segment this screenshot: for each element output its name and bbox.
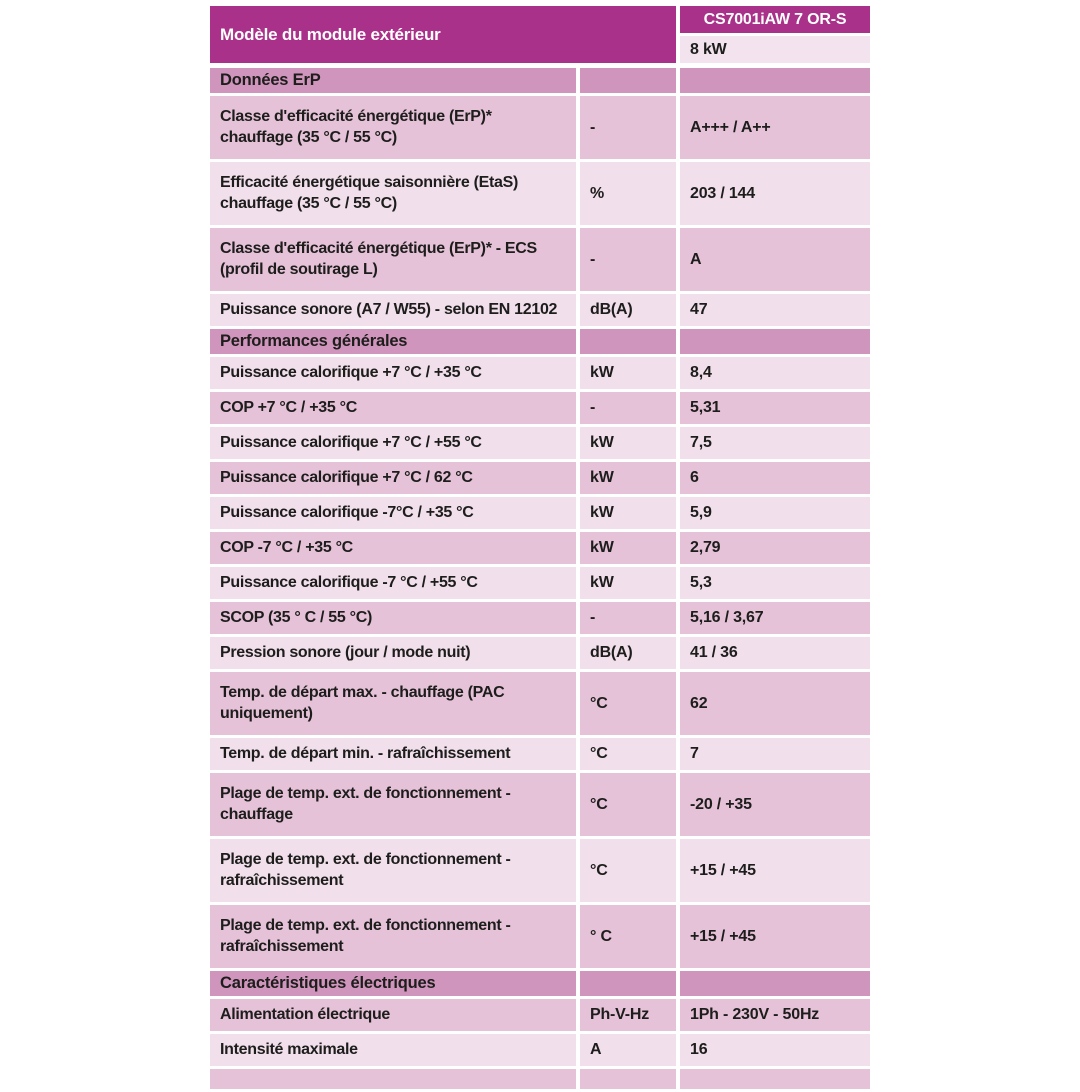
spec-value: 62	[690, 694, 708, 712]
spec-value-cell	[680, 567, 870, 599]
model-column-header	[680, 6, 870, 63]
spec-label	[220, 573, 478, 594]
spec-row	[210, 497, 870, 529]
section-title: Performances générales	[220, 332, 408, 350]
spec-label	[220, 643, 470, 664]
spec-label	[220, 398, 357, 419]
spec-unit-cell	[580, 1034, 676, 1066]
spec-label-line: Pression sonore (jour / mode nuit)	[220, 643, 471, 661]
model-label: Modèle du module extérieur	[220, 24, 441, 44]
spec-label-line: chauffage	[220, 805, 293, 823]
spec-value: A	[690, 250, 702, 268]
spec-unit-cell	[580, 773, 676, 836]
spec-label-line: Puissance calorifique -7°C / +35 °C	[220, 503, 474, 521]
spec-label-cell	[210, 999, 576, 1031]
spec-label	[220, 916, 511, 958]
table-body	[210, 68, 870, 1089]
spec-unit: kW	[590, 504, 614, 521]
spec-unit: -	[590, 609, 596, 626]
spec-unit: °C	[590, 694, 608, 712]
spec-label	[220, 850, 511, 892]
spec-value-cell	[680, 294, 870, 326]
spec-row	[210, 773, 870, 836]
spec-label-line: rafraîchissement	[220, 937, 344, 955]
model-power: 8 kW	[690, 40, 727, 58]
spec-label-line: Puissance calorifique +7 °C / +35 °C	[220, 363, 482, 381]
spec-label-cell	[210, 228, 576, 291]
spec-value-cell	[680, 462, 870, 494]
spec-unit-cell	[580, 532, 676, 564]
spec-unit: kW	[590, 574, 614, 591]
spec-unit: kW	[590, 469, 614, 486]
section-value-cell	[680, 971, 870, 996]
spec-label-line: COP +7 °C / +35 °C	[220, 398, 357, 416]
spec-value: 203 / 144	[690, 184, 755, 202]
spec-unit: °C	[590, 861, 608, 879]
section-title-cell	[210, 329, 576, 354]
spec-row	[210, 602, 870, 634]
spec-value-cell	[680, 96, 870, 159]
spec-label-line: Alimentation électrique	[220, 1005, 391, 1023]
spec-label-line: SCOP (35 ° C / 55 °C)	[220, 608, 373, 626]
spec-label-cell	[210, 532, 576, 564]
spec-unit-cell	[580, 96, 676, 159]
spec-label-cell	[210, 462, 576, 494]
spec-label-line: COP -7 °C / +35 °C	[220, 538, 353, 556]
spec-unit-cell	[580, 738, 676, 770]
spec-unit: A	[590, 1041, 602, 1058]
model-label-cell	[210, 6, 676, 63]
spec-unit-cell	[580, 228, 676, 291]
spec-label-line: Temp. de départ min. - rafraîchissement	[220, 744, 511, 762]
model-power-cell	[680, 36, 870, 63]
spec-unit-cell	[580, 497, 676, 529]
spec-value: 47	[690, 301, 708, 318]
spec-row	[210, 162, 870, 225]
spec-label-line: Puissance sonore (A7 / W55) - selon EN 12102	[220, 300, 558, 318]
spec-label-line: Temp. de départ max. - chauffage (PAC	[220, 683, 505, 701]
spec-label-line: Classe d'efficacité énergétique (ErP)* - ECS	[220, 239, 537, 257]
spec-value-cell	[680, 497, 870, 529]
spec-label-line: uniquement)	[220, 704, 313, 722]
spec-value: 7,5	[690, 434, 712, 451]
spec-row	[210, 738, 870, 770]
spec-value-cell	[680, 427, 870, 459]
spec-value: +15 / +45	[690, 861, 756, 879]
spec-unit: -	[590, 250, 596, 268]
spec-row	[210, 96, 870, 159]
spec-value-cell	[680, 392, 870, 424]
spec-value-cell	[680, 162, 870, 225]
section-header-row	[210, 68, 870, 93]
spec-unit-cell	[580, 427, 676, 459]
spec-row	[210, 672, 870, 735]
spec-unit-cell	[580, 999, 676, 1031]
spec-unit: -	[590, 118, 596, 136]
spec-label	[220, 173, 518, 215]
spec-value: 5,3	[690, 574, 712, 591]
spec-unit-cell	[580, 462, 676, 494]
spec-unit: Ph-V-Hz	[590, 1006, 650, 1023]
spec-row	[210, 637, 870, 669]
spec-label-line: Puissance calorifique -7 °C / +55 °C	[220, 573, 478, 591]
spec-value-cell	[680, 357, 870, 389]
spec-unit: %	[590, 184, 605, 202]
spec-label	[220, 608, 372, 629]
spec-unit-cell	[580, 567, 676, 599]
spec-value: A+++ / A++	[690, 118, 771, 136]
spec-unit-cell	[580, 672, 676, 735]
spec-label-line: rafraîchissement	[220, 871, 344, 889]
spec-unit: °C	[590, 745, 608, 762]
spec-label-line: Efficacité énergétique saisonnière (EtaS)	[220, 173, 519, 191]
spec-label	[220, 538, 353, 559]
spec-label	[220, 433, 482, 454]
spec-label-line: chauffage (35 °C / 55 °C)	[220, 128, 397, 146]
spec-unit: dB(A)	[590, 301, 633, 318]
section-value-cell	[680, 329, 870, 354]
spec-label	[220, 300, 557, 321]
spec-label	[220, 239, 537, 281]
spec-label	[220, 468, 473, 489]
spec-label-cell	[210, 905, 576, 968]
spec-label-line: Plage de temp. ext. de fonctionnement -	[220, 850, 511, 868]
spec-label-cell	[210, 294, 576, 326]
table-header	[210, 6, 870, 63]
spec-value-cell	[680, 773, 870, 836]
spec-row	[210, 532, 870, 564]
spec-value: +15 / +45	[690, 927, 756, 945]
section-title: Données ErP	[220, 71, 321, 89]
spec-label	[220, 784, 511, 826]
spec-unit-cell	[580, 637, 676, 669]
spec-row	[210, 839, 870, 902]
partial-row	[210, 1069, 870, 1089]
spec-unit: kW	[590, 539, 614, 556]
section-header-row	[210, 971, 870, 996]
spec-label	[220, 107, 492, 149]
spec-row	[210, 392, 870, 424]
section-value-cell	[680, 68, 870, 93]
section-unit-cell	[580, 68, 676, 93]
spec-value: 41 / 36	[690, 644, 738, 661]
spec-label-line: chauffage (35 °C / 55 °C)	[220, 194, 397, 212]
spec-label-cell	[210, 602, 576, 634]
spec-value: 5,16 / 3,67	[690, 609, 764, 626]
spec-unit-cell	[580, 602, 676, 634]
spec-label-line: Plage de temp. ext. de fonctionnement -	[220, 784, 511, 802]
spec-label-line: Puissance calorifique +7 °C / +55 °C	[220, 433, 482, 451]
spec-label-cell	[210, 839, 576, 902]
spec-label-line: Intensité maximale	[220, 1040, 358, 1058]
spec-row	[210, 462, 870, 494]
spec-label-line: (profil de soutirage L)	[220, 260, 378, 278]
spec-unit-cell	[580, 357, 676, 389]
spec-label-line: Plage de temp. ext. de fonctionnement -	[220, 916, 511, 934]
spec-unit: °C	[590, 795, 608, 813]
spec-value: 8,4	[690, 364, 712, 381]
model-name-cell	[680, 6, 870, 33]
spec-label-line: Classe d'efficacité énergétique (ErP)*	[220, 107, 492, 125]
spec-value: 1Ph - 230V - 50Hz	[690, 1006, 820, 1023]
spec-row	[210, 294, 870, 326]
spec-label-cell	[210, 1034, 576, 1066]
spec-value-cell	[680, 532, 870, 564]
spec-label-cell	[210, 392, 576, 424]
spec-label-cell	[210, 96, 576, 159]
spec-label-cell	[210, 567, 576, 599]
spec-value-cell	[680, 602, 870, 634]
spec-value: 7	[690, 745, 699, 762]
model-name: CS7001iAW 7 OR-S	[703, 10, 847, 28]
spec-value-cell	[680, 738, 870, 770]
spec-label-cell	[210, 637, 576, 669]
section-title-cell	[210, 971, 576, 996]
spec-value-cell	[680, 1034, 870, 1066]
spec-label-cell	[210, 672, 576, 735]
partial-unit-cell	[580, 1069, 676, 1089]
spec-label-cell	[210, 773, 576, 836]
spec-table	[210, 6, 870, 1092]
section-unit-cell	[580, 971, 676, 996]
spec-unit: ° C	[590, 927, 612, 945]
spec-unit-cell	[580, 839, 676, 902]
spec-value-cell	[680, 228, 870, 291]
spec-label	[220, 683, 504, 725]
spec-unit-cell	[580, 162, 676, 225]
spec-label-line: Puissance calorifique +7 °C / 62 °C	[220, 468, 473, 486]
spec-label	[220, 503, 474, 524]
spec-unit-cell	[580, 905, 676, 968]
spec-label-cell	[210, 738, 576, 770]
spec-unit: dB(A)	[590, 644, 633, 661]
spec-value-cell	[680, 637, 870, 669]
spec-value: 2,79	[690, 539, 721, 556]
spec-value-cell	[680, 999, 870, 1031]
spec-row	[210, 228, 870, 291]
spec-value-cell	[680, 672, 870, 735]
spec-unit: -	[590, 399, 596, 416]
spec-row	[210, 905, 870, 968]
section-header-row	[210, 329, 870, 354]
spec-value: 5,9	[690, 504, 712, 521]
spec-label	[220, 1040, 358, 1061]
spec-unit-cell	[580, 392, 676, 424]
spec-label	[220, 363, 482, 384]
spec-label-cell	[210, 497, 576, 529]
spec-label-cell	[210, 427, 576, 459]
spec-value-cell	[680, 905, 870, 968]
spec-unit: kW	[590, 364, 614, 381]
spec-label	[220, 1005, 390, 1026]
spec-label-cell	[210, 162, 576, 225]
spec-row	[210, 357, 870, 389]
spec-unit: kW	[590, 434, 614, 451]
spec-unit-cell	[580, 294, 676, 326]
spec-label	[220, 744, 510, 765]
spec-row	[210, 427, 870, 459]
spec-value: -20 / +35	[690, 795, 752, 813]
section-title: Caractéristiques électriques	[220, 974, 436, 992]
spec-value: 6	[690, 469, 699, 486]
partial-label-cell	[210, 1069, 576, 1089]
spec-value-cell	[680, 839, 870, 902]
spec-row	[210, 567, 870, 599]
partial-value-cell	[680, 1069, 870, 1089]
section-unit-cell	[580, 329, 676, 354]
spec-value: 5,31	[690, 399, 721, 416]
spec-row	[210, 999, 870, 1031]
spec-row	[210, 1034, 870, 1066]
spec-value: 16	[690, 1041, 708, 1058]
section-title-cell	[210, 68, 576, 93]
spec-label-cell	[210, 357, 576, 389]
